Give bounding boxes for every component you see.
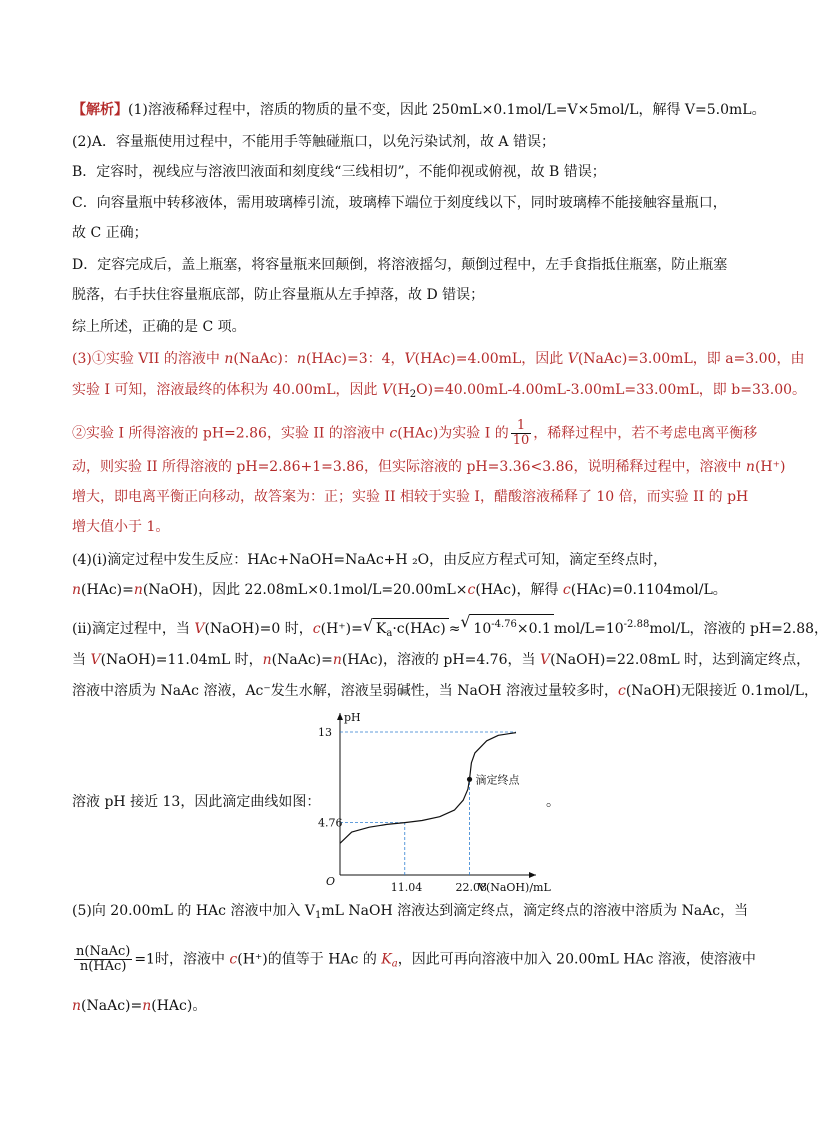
- text-span: c: [617, 683, 626, 699]
- endpoint-label: 滴定终点: [475, 773, 520, 787]
- text-span: (HAc)，解得: [475, 582, 563, 598]
- line-l13: [72, 487, 749, 507]
- y-axis-label: pH: [344, 711, 361, 724]
- text-span: V: [539, 652, 551, 668]
- text-span: (H: [392, 382, 410, 398]
- l17-c: c: [312, 621, 321, 637]
- l17-text-d: (H⁺)=: [320, 621, 363, 637]
- text-span: c: [467, 582, 476, 598]
- text-span: (4)(i)滴定过程中发生反应：HAc+NaOH=NaAc+H ₂O，由反应方程式可知，滴定至终点时，: [72, 552, 668, 568]
- titration-chart: [312, 703, 552, 895]
- text-span: (NaOH)=11.04mL 时，: [100, 652, 263, 668]
- line-l17: [72, 614, 828, 644]
- text-span: (NaAc)=: [81, 998, 143, 1014]
- line-l19: [72, 681, 818, 701]
- text-span: (NaAc)=: [271, 652, 333, 668]
- text-span: 1: [315, 910, 322, 921]
- text-span: (HAc)。: [151, 998, 207, 1014]
- text-span: n: [142, 998, 152, 1014]
- text-span: n: [745, 459, 755, 475]
- text-span: 溶液中溶质为 NaAc 溶液，Ac⁻发生水解，溶液呈弱碱性，当 NaOH 溶液过量较多时，: [72, 683, 618, 699]
- line-l8: [72, 317, 732, 337]
- l17-exp: -2.88: [623, 619, 650, 630]
- l17-text-e: mol/L=10: [553, 621, 624, 637]
- line-l1: [72, 100, 766, 120]
- l22-c: c: [229, 951, 238, 968]
- text-span: V: [381, 382, 393, 398]
- fraction-den: 10: [512, 433, 530, 448]
- y-tick-label: 13: [318, 726, 332, 739]
- fraction-num: 1: [511, 419, 532, 434]
- x-tick-label: 11.04: [390, 881, 423, 894]
- line-l14: [72, 517, 732, 537]
- text-span: 动，则实验 II 所得溶液的 pH=2.86+1=3.86，但实际溶液的 pH=3.36<3.86，说明稀释过程中，溶液中: [72, 459, 746, 475]
- text-span: (HAc)，溶液的 pH=4.76，当: [341, 652, 540, 668]
- sqrt-ka-c: [373, 618, 449, 644]
- line-l11: [72, 418, 758, 448]
- text-span: mL NaOH 溶液达到滴定终点，滴定终点的溶液中溶质为 NaAc，当: [321, 903, 749, 919]
- text-span: n: [133, 582, 143, 598]
- text-span: 【解析】: [72, 102, 128, 118]
- text-span: n: [296, 351, 306, 367]
- line-l10: [72, 380, 807, 405]
- x-axis-label: V(NaOH)/mL: [478, 881, 551, 894]
- text-span: V: [90, 652, 101, 668]
- l22-text-b: (H⁺)的值等于 HAc 的: [237, 951, 382, 968]
- ratio-eq: =1: [134, 951, 155, 968]
- text-span: n: [224, 351, 234, 367]
- text-span: (HAc)=3：4，: [305, 351, 405, 367]
- sqrt1-rest: ·c(HAc): [392, 621, 446, 637]
- sqrt2-rest: ×0.1: [516, 621, 551, 637]
- text-span: D．定容完成后，盖上瓶塞，将容量瓶来回颠倒，将溶液摇匀，颠倒过程中，左手食指抵住瓶塞，防止瓶塞: [72, 257, 728, 273]
- endpoint-dot: [467, 777, 472, 782]
- l11-text-b: (HAc)为实验 I 的: [397, 425, 509, 442]
- line-l15: [72, 550, 732, 570]
- x-tick-label: 22.08: [455, 881, 488, 894]
- y-tick-label: 4.76: [318, 816, 343, 830]
- l22-K-sub: a: [391, 958, 398, 970]
- text-span: n: [72, 582, 82, 598]
- text-span: 实验 I 可知，溶液最终的体积为 40.00mL，因此: [72, 382, 382, 398]
- origin-label: O: [326, 875, 336, 888]
- text-span: (NaOH)=22.08mL 时，达到滴定终点，: [550, 652, 811, 668]
- line-l6: [72, 255, 732, 275]
- l11-c: c: [389, 425, 398, 442]
- text-span: (H⁺): [754, 459, 786, 475]
- l22-text-a: 时，溶液中: [154, 951, 230, 968]
- y-axis-arrow: [337, 713, 343, 720]
- text-span: 2: [409, 389, 417, 400]
- x-axis-arrow: [529, 872, 536, 878]
- line-l7: [72, 285, 732, 305]
- text-span: C．向容量瓶中转移液体，需用玻璃棒引流，玻璃棒下端位于刻度线以下，同时玻璃棒不能接触容量瓶口，: [72, 195, 727, 211]
- text-span: (HAc)=0.1104mol/L。: [570, 582, 727, 598]
- text-span: (HAc)=4.00mL，因此: [414, 351, 568, 367]
- line-l12: [72, 457, 786, 477]
- line-l23: [72, 996, 732, 1016]
- sqrt1-sub: a: [386, 628, 393, 639]
- l22-text-d: ，因此可再向溶液中加入 20.00mL HAc 溶液，使溶液中: [397, 951, 756, 968]
- text-span: 增大值小于 1。: [72, 519, 170, 535]
- line-l5: [72, 223, 732, 243]
- l11-text-a: ②实验 I 所得溶液的 pH=2.86，实验 II 的溶液中: [72, 425, 390, 442]
- ratio-num: n(NaAc): [76, 944, 131, 959]
- text-span: B．定容时，视线应与溶液凹液面和刻度线“三线相切”，不能仰视或俯视，故 B 错误；: [72, 164, 606, 180]
- line-l4: [72, 193, 732, 213]
- sqrt2-exp: -4.76: [491, 619, 517, 630]
- line-l2: [72, 132, 732, 152]
- titration-chart-svg: [312, 703, 552, 895]
- line-l18: [72, 650, 811, 670]
- text-span: n: [262, 652, 272, 668]
- l22-K: K: [381, 951, 392, 968]
- l17-text-f: mol/L，溶液的 pH=2.88，: [649, 621, 828, 637]
- text-span: 脱落，右手扶住容量瓶底部，防止容量瓶从左手掉落，故 D 错误；: [72, 287, 485, 303]
- text-span: (NaOH)无限接近 0.1mol/L，: [625, 683, 818, 699]
- ratio-den: n(HAc): [79, 959, 127, 974]
- line-l22: [72, 944, 756, 975]
- text-span: (NaAc)：: [233, 351, 297, 367]
- text-span: (3)①实验 VII 的溶液中: [72, 351, 225, 367]
- text-span: 故 C 正确；: [72, 225, 148, 241]
- sqrt2-base: 10: [473, 621, 492, 637]
- fraction-n-ratio: [74, 945, 132, 974]
- text-span: (NaAc)=3.00mL，即 a=3.00，由: [577, 351, 805, 367]
- l17-text-b: (NaOH)=0 时，: [204, 621, 313, 637]
- text-span: (1)溶液稀释过程中，溶质的物质的量不变，因此 250mL×0.1mol/L=V×5mol/L，解得 V=5.0mL。: [128, 102, 766, 118]
- l17-V: V: [194, 621, 205, 637]
- text-span: n: [332, 652, 342, 668]
- text-span: 综上所述，正确的是 C 项。: [72, 319, 246, 335]
- text-span: 增大，即电离平衡正向移动，故答案为：正；实验 II 相较于实验 I，醋酸溶液稀释了 10 倍，而实验 II 的 pH: [72, 489, 749, 505]
- text-span: 当: [72, 652, 91, 668]
- line-l21: [72, 901, 749, 926]
- line-l9: [72, 349, 805, 369]
- text-span: O)=40.00mL-4.00mL-3.00mL=33.00mL，即 b=33.00。: [416, 382, 807, 398]
- sqrt1-k: K: [375, 621, 387, 637]
- titration-curve: [340, 733, 516, 844]
- sqrt-10: [470, 614, 553, 639]
- text-span: V: [404, 351, 415, 367]
- fraction-one-tenth: [511, 419, 532, 448]
- approx-sign: ≈: [448, 621, 461, 637]
- l11-text-e: ，稀释过程中，若不考虑电离平衡移: [533, 425, 758, 442]
- l20-text-a: 溶液 pH 接近 13，因此滴定曲线如图：: [72, 794, 321, 810]
- line-l16: [72, 580, 732, 600]
- line-l3: [72, 162, 732, 182]
- l17-text-a: (ii)滴定过程中，当: [72, 621, 195, 637]
- text-span: n: [72, 998, 82, 1014]
- text-span: (HAc)=: [81, 582, 134, 598]
- l20-end-mark: 。: [546, 794, 560, 810]
- text-span: (NaOH)，因此 22.08mL×0.1mol/L=20.00mL×: [142, 582, 468, 598]
- text-span: c: [562, 582, 571, 598]
- text-span: (2)A．容量瓶使用过程中，不能用手等触碰瓶口，以免污染试剂，故 A 错误；: [72, 134, 555, 150]
- text-span: (5)向 20.00mL 的 HAc 溶液中加入 V: [72, 903, 316, 919]
- text-span: V: [567, 351, 578, 367]
